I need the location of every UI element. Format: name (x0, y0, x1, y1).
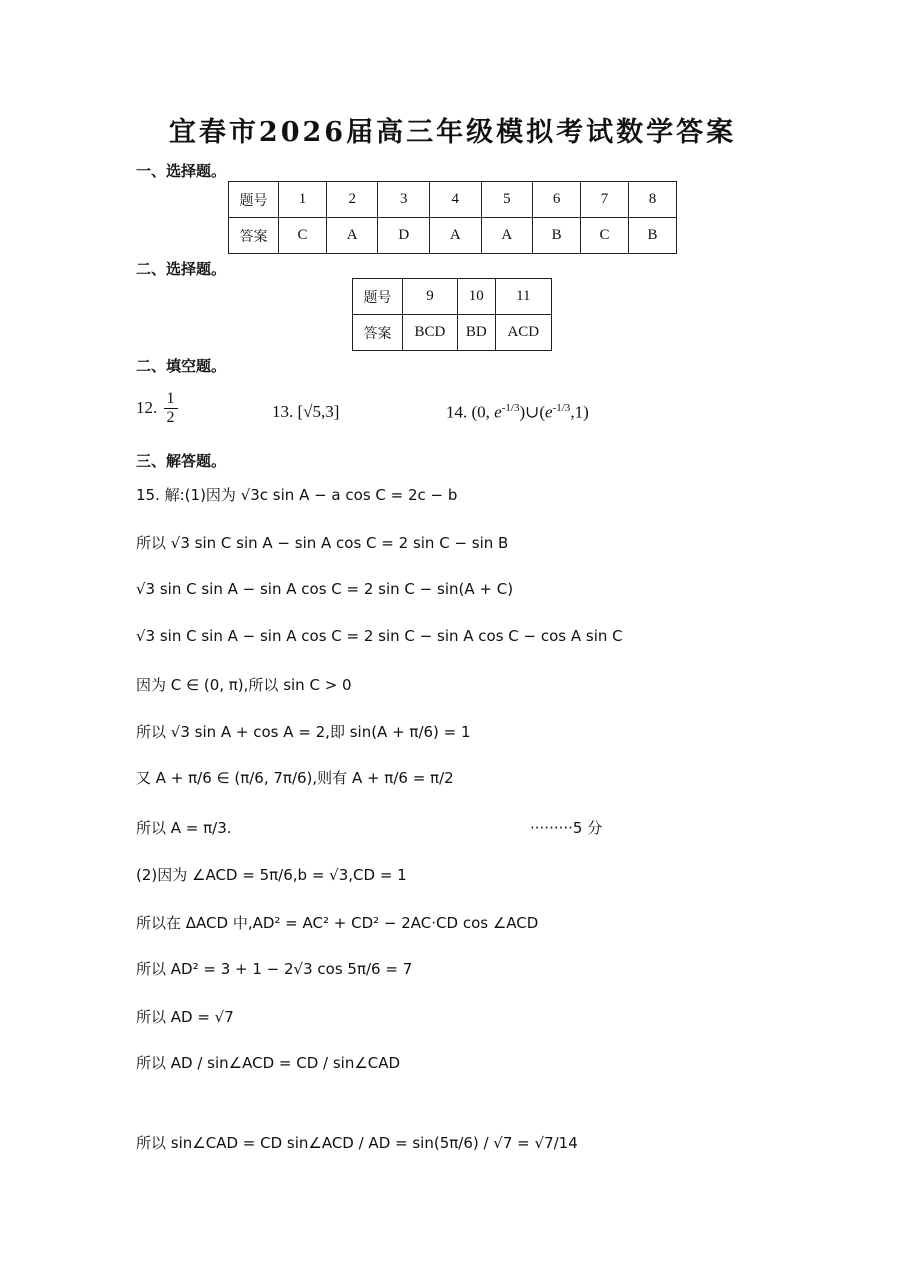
table-cell: 答案 (353, 315, 403, 351)
answer-12 (136, 390, 180, 428)
section-heading-choice-1: 一、选择题。 (136, 162, 227, 180)
section-heading-solution: 三、解答题。 (136, 452, 227, 470)
table-cell: 2 (326, 182, 378, 218)
table-cell: 题号 (229, 182, 279, 218)
solution-line-9: (2)因为 ∠ACD = 5π/6,b = √3,CD = 1 (136, 866, 407, 884)
solution-line-12: 所以 AD = √7 (136, 1008, 234, 1026)
table-cell: B (533, 218, 581, 254)
solution-line-5: 因为 C ∈ (0, π),所以 sin C > 0 (136, 676, 352, 694)
table-cell: 9 (403, 279, 458, 315)
table-cell: 10 (457, 279, 495, 315)
solution-line-10: 所以在 ΔACD 中,AD² = AC² + CD² − 2AC·CD cos ∠ACD (136, 914, 539, 932)
solution-line-7: 又 A + π/6 ∈ (π/6, 7π/6),则有 A + π/6 = π/2 (136, 769, 454, 787)
table-cell: 6 (533, 182, 581, 218)
table-cell: 题号 (353, 279, 403, 315)
table-cell: 1 (279, 182, 327, 218)
denominator: 2 (166, 409, 175, 427)
table-cell: A (481, 218, 533, 254)
table-cell: 11 (495, 279, 551, 315)
table-cell: 3 (378, 182, 430, 218)
table-row (229, 218, 677, 254)
table-cell: BD (457, 315, 495, 351)
table-cell: 5 (481, 182, 533, 218)
page-title: 宜春市2026届高三年级模拟考试数学答案 (168, 117, 737, 148)
table-cell: 8 (629, 182, 677, 218)
solution-line-11: 所以 AD² = 3 + 1 − 2√3 cos 5π/6 = 7 (136, 960, 413, 978)
fraction (164, 390, 178, 428)
question-number: 12. (136, 397, 158, 417)
solution-line-8: 所以 A = π/3. (136, 819, 232, 837)
table-cell: 答案 (229, 218, 279, 254)
table-cell: A (430, 218, 482, 254)
solution-line-14: 所以 sin∠CAD = CD sin∠ACD / AD = sin(5π/6) / √7 = √7/14 (136, 1134, 578, 1152)
table-cell: B (629, 218, 677, 254)
table-cell: ACD (495, 315, 551, 351)
section-heading-choice-2: 二、选择题。 (136, 260, 227, 278)
score-mark: ·········5 分 (530, 819, 603, 837)
table-row (353, 279, 552, 315)
numerator: 1 (164, 390, 178, 409)
solution-line-6: 所以 √3 sin A + cos A = 2,即 sin(A + π/6) = 1 (136, 723, 471, 741)
exponent: -1/3 (501, 402, 520, 414)
table-row (229, 182, 677, 218)
table-cell: D (378, 218, 430, 254)
solution-line-4: √3 sin C sin A − sin A cos C = 2 sin C − sin A cos C − cos A sin C (136, 627, 623, 645)
answer-13: 13. [√5,3] (272, 402, 340, 421)
solution-line-2: 所以 √3 sin C sin A − sin A cos C = 2 sin C − sin B (136, 534, 509, 552)
table-cell: 4 (430, 182, 482, 218)
table-row (353, 315, 552, 351)
exponent: -1/3 (552, 402, 571, 414)
solution-line-13: 所以 AD / sin∠ACD = CD / sin∠CAD (136, 1054, 401, 1072)
table-cell: BCD (403, 315, 458, 351)
table-cell: 7 (581, 182, 629, 218)
solution-line-1: 15. 解:(1)因为 √3c sin A − a cos C = 2c − b (136, 486, 458, 504)
answer-table-2 (352, 278, 552, 351)
section-heading-fill: 二、填空题。 (136, 357, 227, 375)
solution-line-3: √3 sin C sin A − sin A cos C = 2 sin C − sin(A + C) (136, 580, 514, 598)
table-cell: C (279, 218, 327, 254)
answer-14: 14. (0, $e^{-1/3})\cup(e^{-1/3},1)$ (446, 402, 589, 422)
answer-table-1 (228, 181, 677, 254)
table-cell: C (581, 218, 629, 254)
question-14-label: 14. (0, (446, 402, 490, 422)
table-cell: A (326, 218, 378, 254)
